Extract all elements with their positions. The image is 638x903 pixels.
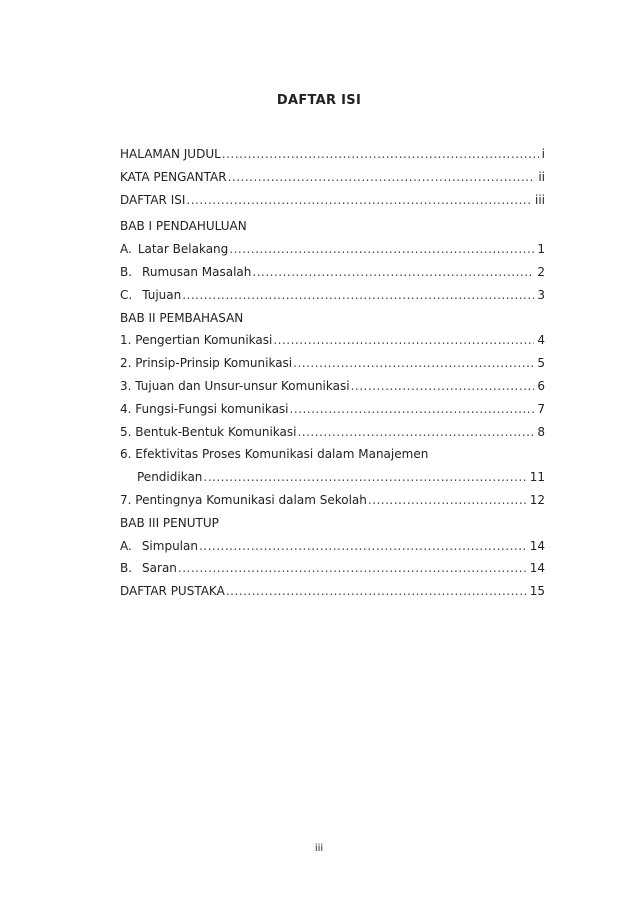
dot-leader — [290, 398, 535, 421]
toc-entry-label: 3. Tujuan dan Unsur-unsur Komunikasi — [120, 378, 350, 393]
toc-entry-page: ii — [538, 169, 545, 184]
dot-leader — [273, 329, 534, 352]
toc-entry-page: iii — [534, 192, 545, 207]
dot-leader — [229, 238, 534, 261]
dot-leader — [178, 557, 527, 580]
toc-entry-pentingnya — [120, 489, 545, 512]
toc-entry-page: 15 — [529, 584, 545, 599]
dot-leader — [222, 143, 539, 166]
toc-entry-page: i — [541, 147, 545, 161]
page-number-footer: iii — [314, 843, 324, 854]
toc-heading-label: BAB I PENDAHULUAN — [120, 219, 247, 234]
dot-leader — [293, 352, 534, 375]
toc-entry-saran — [120, 557, 545, 580]
toc-entry-page: 11 — [529, 470, 545, 485]
toc-entry-marker: A. — [120, 242, 132, 257]
toc-entry-label: 5. Bentuk-Bentuk Komunikasi — [120, 424, 297, 439]
toc-entry-rumusan-masalah — [120, 261, 545, 284]
toc-entry-page: 12 — [529, 492, 545, 507]
toc-entry-simpulan — [120, 535, 545, 558]
dot-leader — [182, 284, 534, 307]
toc-entry-label — [120, 261, 251, 284]
toc-entry-halaman-judul — [120, 143, 545, 166]
toc-entry-page: 14 — [529, 561, 545, 576]
toc-entry-label — [120, 535, 198, 558]
toc-entry-prinsip — [120, 352, 545, 375]
toc-entry-tujuan — [120, 284, 545, 307]
dot-leader — [199, 535, 527, 558]
toc-entry-page: 6 — [537, 378, 545, 393]
toc-entry-latar-belakang — [120, 238, 545, 261]
toc-entry-page: 3 — [537, 287, 545, 302]
dot-leader — [297, 421, 534, 444]
toc-entry-fungsi — [120, 398, 545, 421]
toc-heading-bab-2 — [120, 307, 545, 330]
toc-entry-label: DAFTAR ISI — [120, 192, 186, 207]
toc-entry-page: 8 — [537, 424, 545, 439]
toc-entry-page: 4 — [537, 333, 545, 348]
toc-heading-bab-1 — [120, 215, 545, 238]
toc-entry-daftar-isi — [120, 189, 545, 212]
dot-leader — [186, 189, 532, 212]
toc-entry-daftar-pustaka — [120, 580, 545, 603]
toc-entry-marker: A. — [120, 538, 132, 553]
toc-entry-label: 4. Fungsi-Fungsi komunikasi — [120, 401, 289, 416]
toc-entry-label: 2. Prinsip-Prinsip Komunikasi — [120, 356, 293, 371]
table-of-contents — [120, 143, 545, 603]
toc-entry-label: 1. Pengertian Komunikasi — [120, 333, 273, 348]
toc-entry-text: Simpulan — [141, 538, 198, 553]
toc-entry-label: DAFTAR PUSTAKA — [120, 584, 225, 599]
dot-leader — [351, 375, 535, 398]
toc-entry-page: 14 — [529, 538, 545, 553]
toc-heading-bab-3 — [120, 512, 545, 535]
toc-entry-label: Pendidikan — [137, 470, 203, 485]
dot-leader — [228, 166, 536, 189]
toc-entry-text: Saran — [142, 561, 177, 576]
toc-entry-efektivitas-cont — [120, 466, 545, 489]
toc-entry-label — [120, 284, 181, 307]
toc-entry-bentuk — [120, 421, 545, 444]
dot-leader — [368, 489, 527, 512]
toc-entry-page: 5 — [537, 356, 545, 371]
toc-entry-label: HALAMAN JUDUL — [120, 147, 221, 161]
toc-entry-page: 7 — [537, 401, 545, 416]
toc-heading-label: BAB II PEMBAHASAN — [120, 310, 244, 325]
toc-entry-efektivitas — [120, 443, 545, 466]
toc-entry-label: KATA PENGANTAR — [120, 169, 227, 184]
toc-entry-text: Tujuan — [142, 287, 182, 302]
toc-entry-label: 7. Pentingnya Komunikasi dalam Sekolah — [120, 492, 367, 507]
toc-entry-tujuan-unsur — [120, 375, 545, 398]
toc-entry-text: Rumusan Masalah — [142, 264, 252, 279]
toc-entry-marker: B. — [120, 264, 133, 279]
toc-entry-text: Latar Belakang — [137, 242, 229, 257]
toc-entry-pengertian — [120, 329, 545, 352]
toc-entry-label: 6. Efektivitas Proses Komunikasi dalam Manajemen — [120, 447, 429, 462]
toc-heading-label: BAB III PENUTUP — [120, 515, 219, 530]
toc-entry-marker: C. — [120, 287, 133, 302]
dot-leader — [203, 466, 526, 489]
toc-entry-kata-pengantar — [120, 166, 545, 189]
toc-entry-label — [120, 557, 177, 580]
dot-leader — [226, 580, 527, 603]
toc-entry-marker: B. — [120, 561, 133, 576]
dot-leader — [252, 261, 534, 284]
toc-entry-label — [120, 238, 228, 261]
page-title: DAFTAR ISI — [276, 93, 362, 108]
toc-entry-page: 1 — [537, 242, 545, 257]
toc-entry-page: 2 — [537, 264, 545, 279]
